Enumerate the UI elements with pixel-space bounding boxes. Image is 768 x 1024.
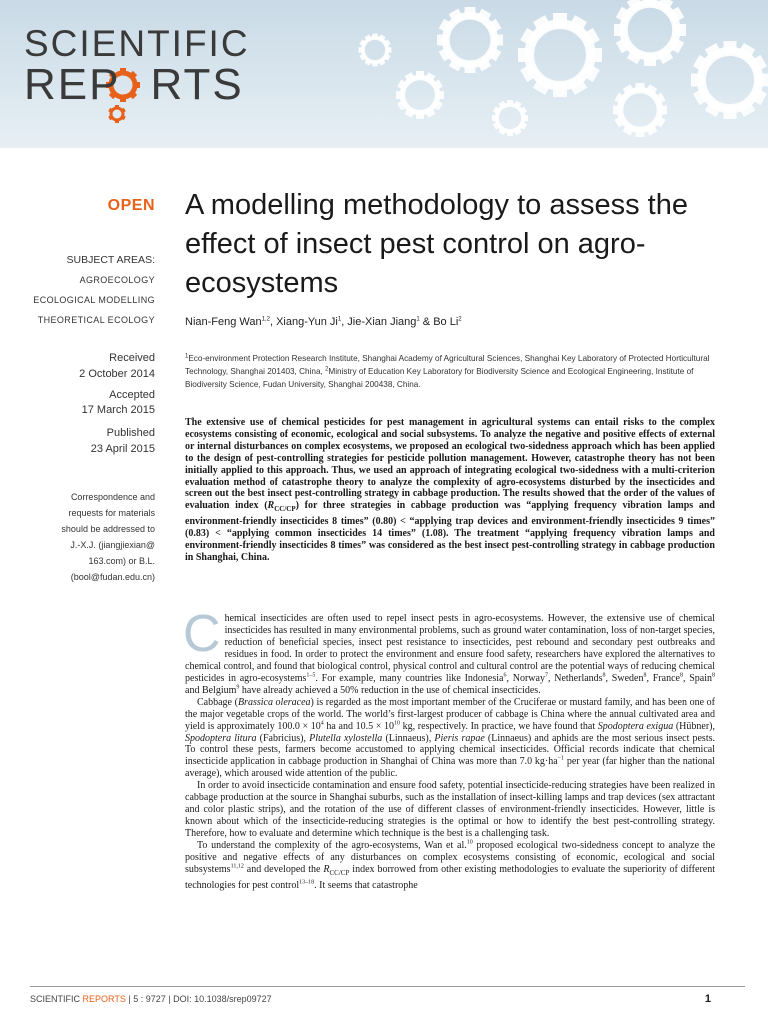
journal-logo-top: SCIENTIFIC [24, 23, 250, 64]
affiliation-sup: 1 [416, 316, 420, 323]
citation-link[interactable]: 13–18 [299, 879, 315, 886]
gear-icon [396, 71, 444, 119]
correspondence-email-link[interactable]: 163.com) or B.L. [88, 556, 155, 566]
citation-link[interactable]: 10 [466, 839, 473, 846]
published-date: 23 April 2015 [90, 443, 155, 455]
received-label: Received [109, 352, 155, 364]
gear-icon [614, 0, 686, 66]
accepted-label: Accepted [109, 389, 155, 401]
logo-part-right: RTS [150, 60, 244, 109]
body-paragraph: Cabbage (Brassica oleracea) is regarded as the most important member of the Cruciferae or mustard family, and has been one of the major vegetable crops of the world. The world’s first-largest producer of cabbage is China where the annual cultivated area and yield is approximately $100.0 \times 10^4$ ha and $10.5 \times 10^{10}$ kg, respectively. In practice, we have found that Spodoptera exigua (Hübner), Spodoptera litura (Fabricius), Plutella xylostella (Linnaeus), Pieris rapae (Linnaeus) and aphids are the most serious insect pests. To control these pests, farmers become accustomed to applying chemical insecticides. Official records indicate that chemical insecticide application in cabbage production in Shanghai of China was more than 7.0 $kg\cdot ha^{-1}$ per year (far higher than the national average), which aroused wide attention of the public. [185, 696, 715, 780]
logo-part-left: REP [24, 60, 121, 109]
correspondence-email-link[interactable]: J.-X.J. (jiangjiexian@ [70, 540, 155, 550]
author-name[interactable]: , Xiang-Yun Ji [269, 316, 338, 328]
affiliation-sup: 2 [458, 316, 462, 323]
affiliation-text: Eco-environment Protection Research Institute, Shanghai Academy of Agricultural Sciences, Shanghai Key Laboratory of Protected Horticultural Technology, Shanghai 201403, China, [185, 354, 710, 376]
citation-link[interactable]: 8 [643, 672, 647, 679]
footer-journal-name-accent: REPORTS [82, 994, 126, 1004]
footer-citation [30, 994, 272, 1004]
species-name: Spodoptera litura [185, 732, 257, 744]
body-paragraph: In order to avoid insecticide contamination and ensure food safety, potential insecticide-reducing strategies have been realized in cabbage production at the source in Shanghai suburbs, such as the installation of insect-killing lamps and trap devices (sex attractant and color plastic strips), and the rotation of the use of different classes of environment-friendly insecticides. However, little is known about which of the insecticide-reducing strategies is the optimal or how to identify the best pest-controlling strategy. Therefore, how to evaluate and determine which technique is the best is a challenging task. [185, 780, 715, 840]
article-body [183, 605, 716, 892]
footer-doi[interactable]: | 5 : 9727 | DOI: 10.1038/srep09727 [125, 994, 272, 1004]
species-name: Spodoptera exigua [597, 720, 674, 732]
received-date: 2 October 2014 [79, 368, 155, 380]
citation-link[interactable]: 8 [679, 672, 683, 679]
index-subscript: CC/CP [274, 505, 296, 514]
author-name[interactable]: & Bo Li [419, 316, 459, 328]
affiliation-sup: 2 [325, 366, 329, 373]
body-paragraph: Chemical insecticides are often used to repel insect pests in agro-ecosystems. However, the extensive use of chemical insecticides has resulted in many environmental problems, such as ground water contamination, loss of non-target species, reduction of beneficial species, insect pest resistance to insecticides, pest rebound and secondary pest outbreaks and residues in food. In order to protect the environment and ensure food safety, researchers have explored the alternatives to chemical control, and found that biological control, physical control and cultural control are the potential ways of reducing chemical pesticides in agro-ecosystems$^{1-5}$. For example, many countries like Indonesia$^6$, Norway$^7$, Netherlands$^8$, Sweden$^8$, France$^8$, Spain$^8$ and Belgium$^9$ have already achieved a 50% reduction in the use of chemical insecticides. [183, 605, 716, 696]
affiliations [185, 352, 725, 391]
citation-link[interactable]: 7 [544, 672, 548, 679]
published-label: Published [106, 427, 155, 439]
citation-link[interactable]: 11,12 [230, 863, 244, 870]
author-name[interactable]: , Jie-Xian Jiang [341, 316, 417, 328]
abstract-text: ) for three strategies in cabbage production was “applying frequency vibration lamps and environment-friendly insecticides 8 times” (0.80) < “applying trap devices and environment-friendly insecticides 9 times” (0.83) < “applying common insecticides 14 times” (1.08). The treatment “applying frequency vibration lamps and environment-friendly insecticides 8 times” was considered as the best insect pest-controlling strategy in cabbage production in Shanghai, China. [185, 500, 715, 563]
correspondence-line: requests for materials [68, 508, 155, 518]
body-paragraph: To understand the complexity of the agro-ecosystems, Wan et al.$^{10}$ proposed ecological two-sidedness concept to analyze the positive and negative effects of any disturbances on complex ecosystems consisting of economic, ecological and social subsystems$^{11,12}$ and developed the $R_{CC/CP}$ index borrowed from other existing methodologies to evaluate the superiority of different technologies for pest control$^{13-18}$. It seems that catastrophe [185, 839, 716, 891]
index-symbol: R [323, 864, 330, 876]
citation-link[interactable]: 1–5 [306, 672, 316, 679]
correspondence-email-link[interactable]: (bool@fudan.edu.cn) [70, 572, 155, 582]
affiliation-sup: 1 [185, 353, 189, 360]
citation-link[interactable]: 8 [712, 672, 716, 679]
page-number: 1 [704, 993, 711, 1005]
citation-link[interactable]: 6 [503, 672, 507, 679]
footer-divider [30, 986, 745, 987]
index-subscript: CC/CP [329, 869, 350, 878]
correspondence-line: should be addressed to [61, 524, 155, 534]
gear-icon [492, 100, 528, 136]
citation-link[interactable]: 9 [236, 684, 240, 691]
affiliation-text: Ministry of Education Key Laboratory for Biodiversity Science and Ecological Engineering, Institute of Biodiversity Science, Fudan University, Shanghai 200438, China. [185, 367, 694, 389]
gear-icon [437, 7, 503, 73]
subject-area-item[interactable]: AGROECOLOGY [79, 275, 155, 285]
subject-area-item[interactable]: THEORETICAL ECOLOGY [37, 315, 155, 325]
abstract-text: The extensive use of chemical pesticides for pest management in agricultural systems can entail risks to the complex ecosystems consisting of economic, ecological and social subsystems. To analyze the negative and positive effects of external or internal disturbances on complex ecosystems, we proposed an ecological two-sidedness approach which has been applied to the design of pest-controlling strategies for pesticide pollution management. However, catastrophe theory has not been initially applied to this approach. Thus, we used an approach of integrating ecological two-sidedness with a multi-criterion evaluation method of catastrophe theory to analyze the complexity of agro-ecosystems disturbed by the insecticides and screen out the best insect pest-controlling strategy in cabbage production. The results showed that the order of the values of evaluation index ( [185, 417, 715, 512]
gear-icon [691, 41, 768, 119]
footer-journal-name: SCIENTIFIC [30, 994, 83, 1004]
affiliation-sup: 1 [337, 316, 342, 323]
gear-icon [518, 13, 602, 97]
index-symbol: R [267, 500, 275, 512]
open-access-label: OPEN [107, 197, 155, 214]
author-name[interactable]: Nian-Feng Wan [185, 316, 262, 328]
gear-icon [359, 34, 392, 67]
correspondence-line: Correspondence and [70, 492, 155, 502]
drop-cap: C [183, 605, 221, 663]
species-name: Brassica oleracea [237, 696, 311, 708]
journal-header-banner [0, 0, 768, 148]
abstract [185, 417, 715, 564]
species-name: Plutella xylostella [309, 732, 383, 744]
journal-logo-bottom [24, 60, 244, 110]
subject-area-item[interactable]: ECOLOGICAL MODELLING [33, 295, 155, 305]
gear-icon [613, 83, 667, 137]
affiliation-sup: 1,2 [261, 316, 270, 323]
citation-link[interactable]: 8 [602, 672, 606, 679]
article-title: A modelling methodology to assess the effect of insect pest control on agro-ecosystems [185, 189, 688, 299]
species-name: Pieris rapae [434, 732, 485, 744]
accepted-date: 17 March 2015 [81, 404, 155, 416]
author-list [185, 316, 462, 328]
subject-areas-heading: SUBJECT AREAS: [66, 254, 155, 266]
